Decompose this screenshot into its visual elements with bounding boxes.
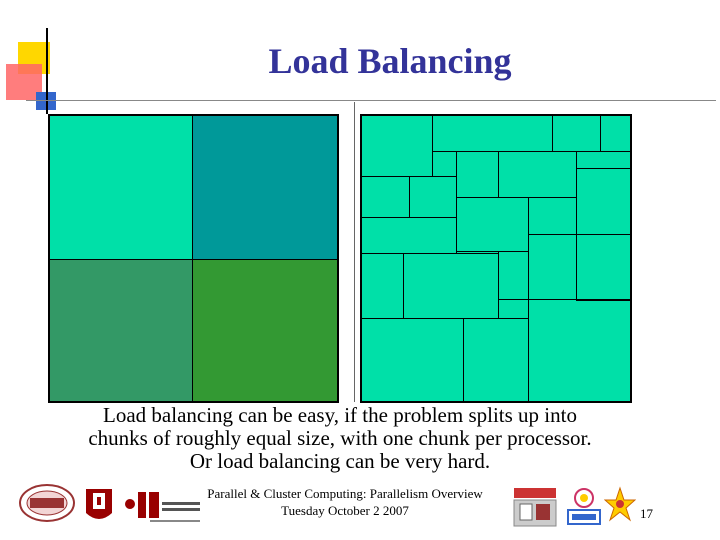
caption-line: Load balancing can be easy, if the problem splits up into xyxy=(103,403,577,427)
uneven-chunk xyxy=(600,115,631,152)
oscer-logo xyxy=(18,482,76,524)
even-chunk-1 xyxy=(49,115,193,260)
footer-course-title: Parallel & Cluster Computing: Parallelism Overview xyxy=(207,486,483,501)
even-load-grid xyxy=(48,114,339,403)
uneven-chunk xyxy=(528,234,577,300)
page-number: 17 xyxy=(640,506,653,521)
uneven-chunk xyxy=(361,176,410,218)
uneven-chunk xyxy=(498,299,529,319)
uneven-chunk xyxy=(498,151,577,198)
caption-line: chunks of roughly equal size, with one chunk per processor. xyxy=(88,426,592,450)
uneven-chunk xyxy=(576,234,631,301)
uneven-chunk xyxy=(552,115,601,152)
uneven-chunk xyxy=(463,318,529,402)
uneven-load-grid xyxy=(360,114,632,403)
uneven-chunk xyxy=(576,151,631,169)
uneven-chunk xyxy=(528,197,577,235)
uneven-chunk xyxy=(432,151,457,177)
uneven-chunk xyxy=(456,197,529,252)
horizontal-rule xyxy=(26,100,716,101)
uneven-chunk xyxy=(409,176,457,218)
uneven-chunk xyxy=(528,299,631,402)
slide-footer xyxy=(190,485,500,519)
even-chunk-3 xyxy=(49,259,193,402)
uneven-chunk xyxy=(456,151,499,198)
ou-logo xyxy=(82,483,116,525)
uneven-chunk xyxy=(361,115,433,177)
divider-line xyxy=(354,102,355,402)
even-chunk-2 xyxy=(192,115,338,260)
star-logo xyxy=(604,486,636,526)
uneven-chunk xyxy=(361,318,464,402)
slide-title: Load Balancing xyxy=(268,41,512,81)
vertical-rule xyxy=(46,28,48,114)
footer-date: Tuesday October 2 2007 xyxy=(281,503,409,518)
uneven-chunk xyxy=(576,168,631,235)
uneven-chunk xyxy=(498,251,529,300)
caption-line: Or load balancing can be very hard. xyxy=(189,449,491,473)
slide-caption xyxy=(40,404,640,473)
sc07-logo xyxy=(562,484,606,528)
even-chunk-4 xyxy=(192,259,338,402)
uneven-chunk xyxy=(432,115,553,152)
uneven-chunk xyxy=(361,253,404,319)
uneven-chunk xyxy=(403,253,499,319)
supercomputing-logo xyxy=(512,486,558,528)
uneven-chunk xyxy=(361,217,457,254)
